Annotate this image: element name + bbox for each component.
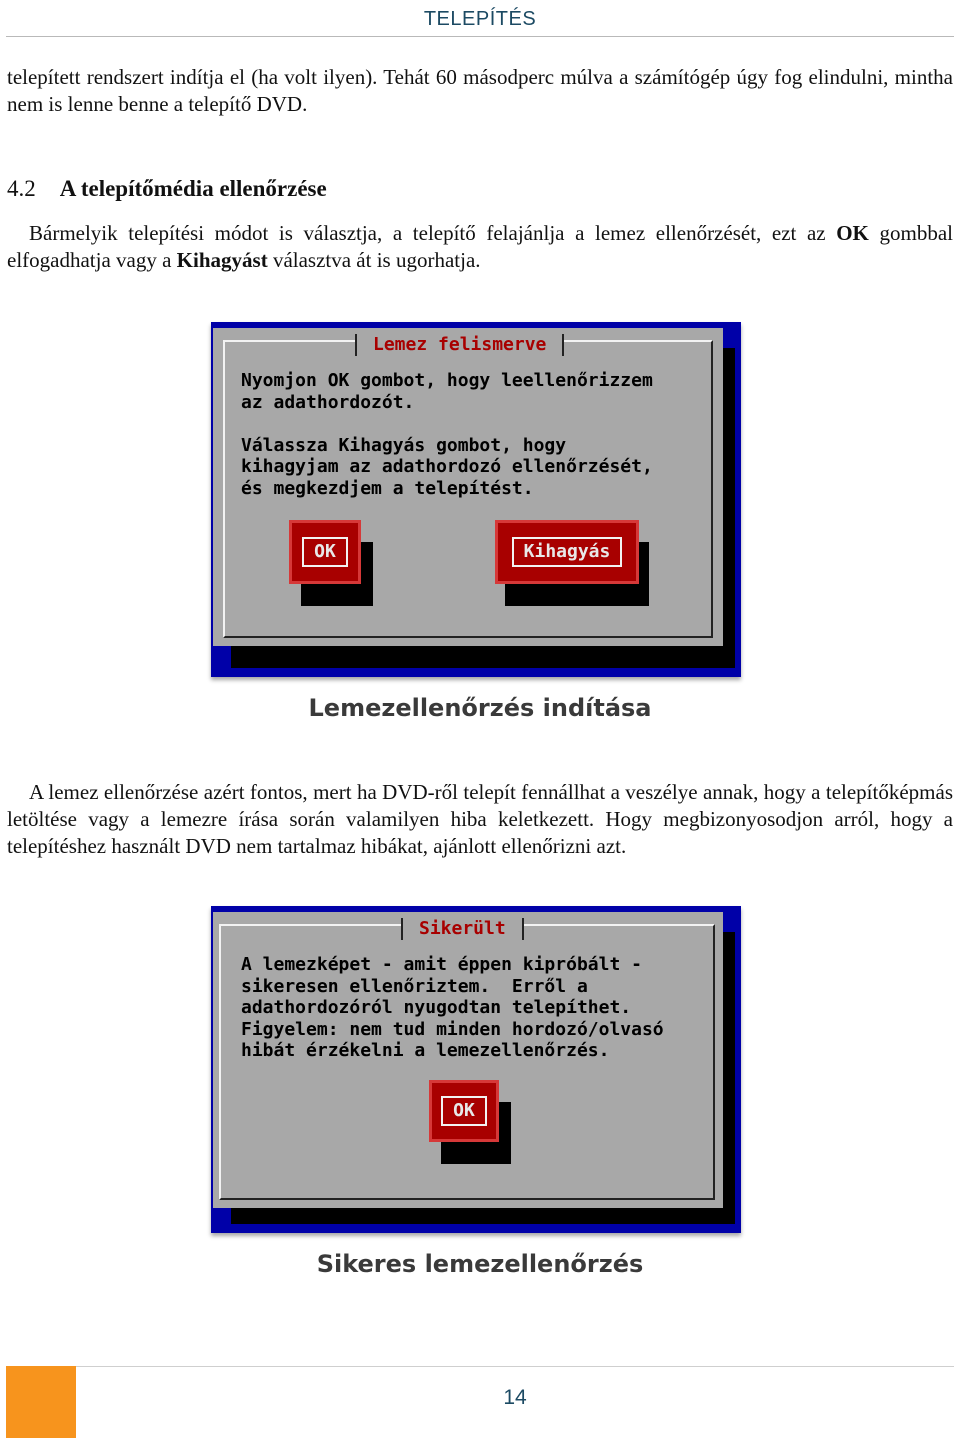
page-number: 14 [503,1386,527,1409]
install-mode-paragraph [7,220,953,274]
ok-term: OK [836,221,869,245]
ok-button-label: OK [441,1096,487,1126]
check-success-screenshot [211,906,741,1233]
ok-button[interactable] [289,520,361,584]
skip-button-label: Kihagyás [512,537,623,567]
running-header: TELEPÍTÉS [423,8,537,30]
skip-button[interactable] [495,520,639,584]
dialog-title: Lemez felismerve [355,334,564,356]
paragraph-text: választva át is ugorhatja. [267,248,481,272]
intro-paragraph: telepített rendszert indítja el (ha volt ilyen). Tehát 60 másodperc múlva a számítógép úgy fog elindulni, mintha nem is lenne benne a telepítő DVD. [7,65,953,116]
section-number: 4.2 [7,176,36,201]
footer-accent-box [6,1366,76,1438]
paragraph-text: Bármelyik telepítési módot is választja, a telepítő felajánlja a lemez ellenőrzését, ezt az [29,221,837,245]
paragraph-text: gombbal elfogadhatja vagy a [7,221,953,272]
section-heading [7,174,327,204]
skip-term: Kihagyást [176,248,268,272]
dialog-body [213,912,723,1208]
ok-button[interactable] [429,1080,499,1142]
dialog-body [213,328,723,646]
disc-found-screenshot [211,322,741,677]
figure-caption: Lemezellenőrzés indítása [308,694,652,722]
section-title: A telepítőmédia ellenőrzése [59,176,327,201]
figure-caption: Sikeres lemezellenőrzés [316,1250,644,1278]
ok-button-label: OK [302,537,348,567]
dialog-title: Sikerült [401,918,524,940]
header-rule [6,36,954,37]
dialog-message: Nyomjon OK gombot, hogy leellenőrizzem az adathordozót. Válassza Kihagyás gombot, hogy kihagyjam az adathordozó ellenőrzését, és megkezdjem a telepítést. [241,370,653,499]
footer-rule [6,1366,954,1367]
dialog-message: A lemezképet - amit éppen kipróbált - sikeresen ellenőriztem. Erről a adathordozóról nyugodtan telepíthet. Figyelem: nem tud minden hordozó/olvasó hibát érzékelni a lemezellenőrzés. [241,954,664,1061]
disc-check-paragraph: A lemez ellenőrzése azért fontos, mert ha DVD-ről telepít fennállhat a veszélye annak, hogy a telepítőképmás letöltése vagy a lemezre írása során valamilyen hiba keletkezett. Hogy megbizonyosodjon arról, hogy a telepítéshez használt DVD nem tartalmaz hibákat, ajánlott ellenőrizni azt. [7,780,953,858]
